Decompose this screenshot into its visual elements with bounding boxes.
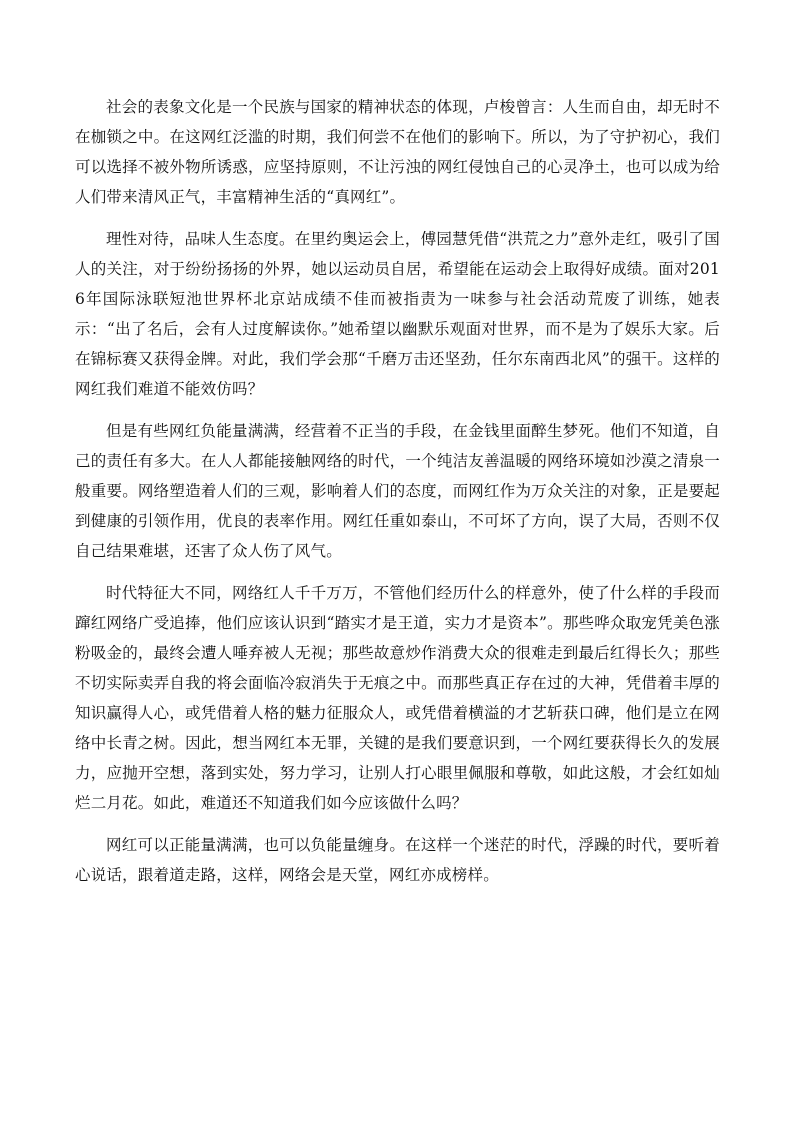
paragraph-3: 但是有些网红负能量满满，经营着不正当的手段，在金钱里面醉生梦死。他们不知道，自己的责任有多大。在人人都能接触网络的时代，一个纯洁友善温暖的网络环境如沙漠之清泉一般重要。网络塑造着人们的三观，影响着人们的态度，而网红作为万众关注的对象，正是要起到健康的引领作用，优良的表率作用。网红任重如泰山，不可坏了方向，误了大局，否则不仅自己结果难堪，还害了众人伤了风气。	[75, 422, 720, 560]
paragraph-1: 社会的表象文化是一个民族与国家的精神状态的体现，卢梭曾言：人生而自由，却无时不在枷锁之中。在这网红泛滥的时期，我们何尝不在他们的影响下。所以，为了守护初心，我们可以选择不被外物所诱惑，应坚持原则，不让污浊的网红侵蚀自己的心灵净土，也可以成为给人们带来清风正气，丰富精神生活的“真网红”。	[75, 98, 720, 206]
essay-body	[75, 92, 720, 902]
paragraph-5: 网红可以正能量满满，也可以负能量缠身。在这样一个迷茫的时代，浮躁的时代，要听着心说话，跟着道走路，这样，网络会是天堂，网红亦成榜样。	[75, 836, 720, 884]
paragraph-2: 理性对待，品味人生态度。在里约奥运会上，傅园慧凭借“洪荒之力”意外走红，吸引了国人的关注，对于纷纷扬扬的外界，她以运动员自居，希望能在运动会上取得好成绩。面对2016年国际泳联短池世界杯北京站成绩不佳而被指责为一味参与社会活动荒废了训练，她表示：“出了名后，会有人过度解读你。”她希望以幽默乐观面对世界，而不是为了娱乐大家。后在锦标赛又获得金牌。对此，我们学会那“千磨万击还坚劲，任尔东南西北风”的强干。这样的网红我们难道不能效仿吗？	[75, 230, 720, 398]
paragraph-4: 时代特征大不同，网络红人千千万万，不管他们经历什么的样意外，使了什么样的手段而蹿红网络广受追捧，他们应该认识到“踏实才是王道，实力才是资本”。那些哗众取宠凭美色涨粉吸金的，最终会遭人唾弃被人无视；那些故意炒作消费大众的很难走到最后红得长久；那些不切实际卖弄自我的将会面临冷寂消失于无痕之中。而那些真正存在过的大神，凭借着丰厚的知识赢得人心，或凭借着人格的魅力征服众人，或凭借着横溢的才艺斩获口碑，他们是立在网络中长青之树。因此，想当网红本无罪，关键的是我们要意识到，一个网红要获得长久的发展力，应抛开空想，落到实处，努力学习，让别人打心眼里佩服和尊敬，如此这般，才会红如灿烂二月花。如此，难道还不知道我们如今应该做什么吗？	[75, 584, 720, 812]
